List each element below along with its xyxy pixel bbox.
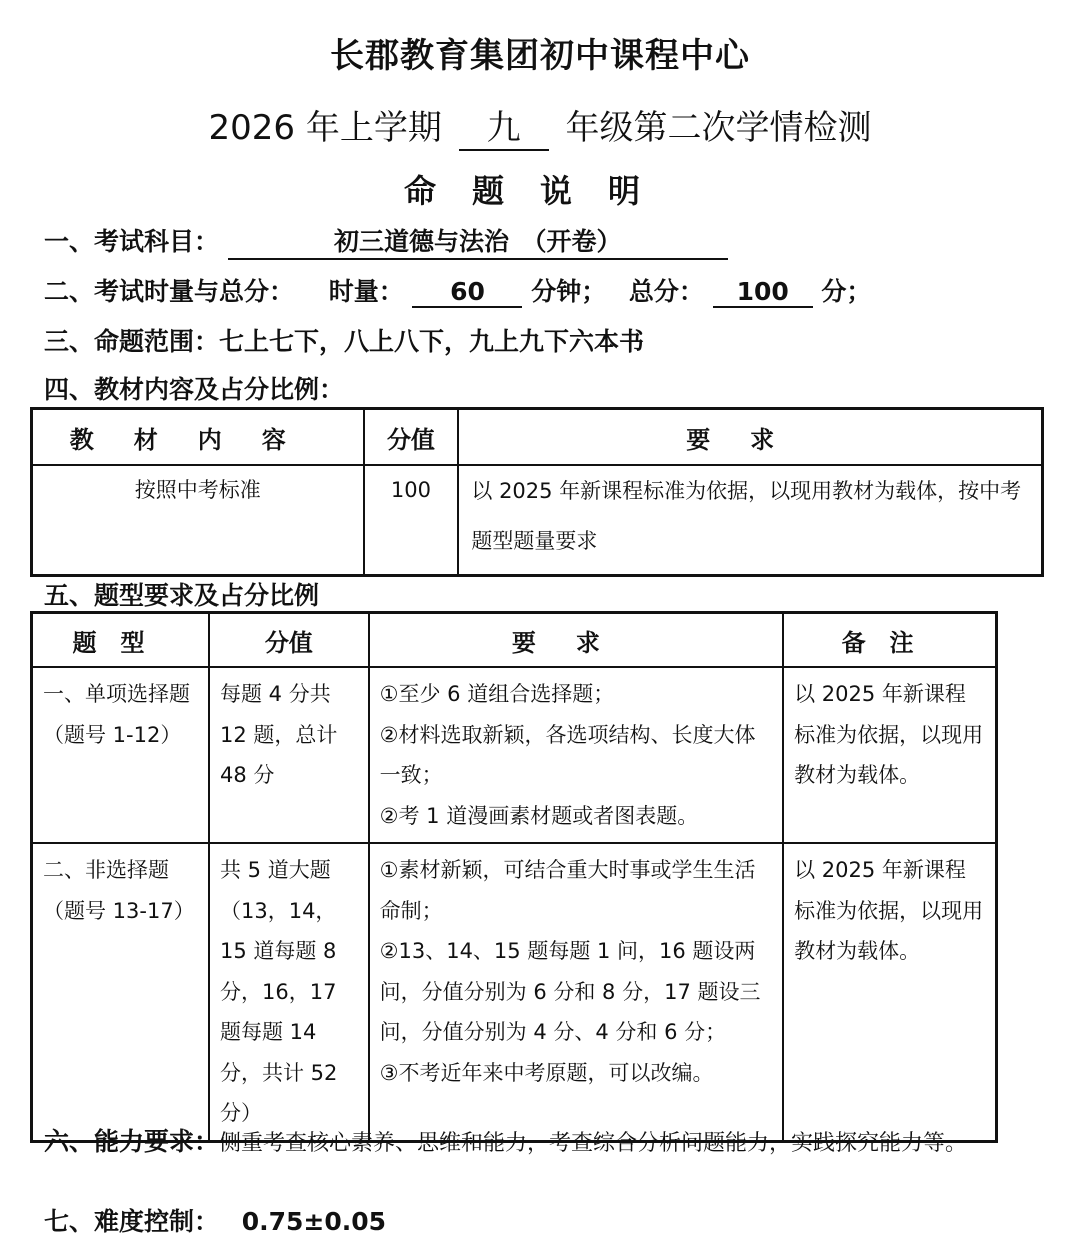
table-header-row (32, 613, 997, 668)
section-scope: 三、命题范围：七上七下，八上八下，九上九下六本书 (44, 327, 645, 356)
requirement-item: ②13、14、15 题每题 1 问，16 题设两问，分值分别为 6 分和 8 分，17 题设三问，分值分别为 4 分、4 分和 6 分； (379, 939, 761, 1044)
header-requirement: 要求 (458, 409, 1042, 466)
time-value: 60 (412, 277, 522, 308)
difficulty-label: 七、难度控制： (44, 1207, 220, 1236)
requirement-item: ①素材新颖，可结合重大时事或学生生活命制； (379, 858, 756, 923)
exam-title-suffix: 年级第二次学情检测 (565, 108, 872, 148)
section-question-types: 五、题型要求及占分比例 (44, 581, 320, 610)
ability-text: 侧重考查核心素养、思维和能力，考查综合分析问题能力，实践探究能力等。 (219, 1131, 968, 1156)
question-type-table (30, 611, 998, 1143)
cell-note: 以 2025 年新课程标准为依据，以现用教材为载体。 (783, 843, 996, 1141)
subject-value: 初三道德与法治 （开卷） (228, 222, 728, 260)
cell-requirements (369, 667, 783, 843)
section-subject (44, 222, 728, 260)
requirement-item: ①至少 6 道组合选择题； (379, 682, 615, 706)
cell-requirements (369, 843, 783, 1141)
cell-type: 一、单项选择题（题号 1-12） (32, 667, 209, 843)
table-row (32, 465, 1043, 576)
table-row (32, 667, 997, 843)
requirement-item: ②考 1 道漫画素材题或者图表题。 (379, 803, 699, 828)
ability-label: 六、能力要求： (44, 1127, 220, 1156)
header-type: 题型 (32, 613, 209, 668)
section-ability (44, 1122, 1004, 1164)
cell-requirement: 以 2025 年新课程标准为依据，以现用教材为载体，按中考题型题量要求 (458, 465, 1042, 576)
header-score: 分值 (364, 409, 459, 466)
score-value: 100 (713, 277, 813, 308)
table-row (32, 843, 997, 1141)
time-score-label: 二、考试时量与总分： (44, 277, 295, 306)
exam-grade: 九 (459, 100, 549, 151)
requirement-item: ③不考近年来中考原题，可以改编。 (379, 1060, 714, 1085)
table-header-row (32, 409, 1043, 466)
exam-title (0, 100, 1080, 151)
section-content-ratio: 四、教材内容及占分比例： (44, 375, 345, 404)
header-score: 分值 (209, 613, 369, 668)
doc-title: 命题说明 (403, 172, 676, 210)
header-content: 教材内容 (32, 409, 364, 466)
section-time-score (44, 272, 871, 308)
cell-score: 共 5 道大题（13，14，15 道每题 8 分，16，17 题每题 14 分，共计 52 分） (209, 843, 369, 1141)
time-label: 时量： (328, 277, 404, 306)
org-title: 长郡教育集团初中课程中心 (330, 36, 750, 76)
score-label: 总分： (628, 277, 704, 306)
requirement-item: ②材料选取新颖，各选项结构、长度大体一致； (379, 722, 756, 787)
time-unit: 分钟； (531, 277, 607, 306)
cell-score: 100 (364, 465, 459, 576)
section-difficulty (44, 1202, 386, 1238)
cell-note: 以 2025 年新课程标准为依据，以现用教材为载体。 (783, 667, 996, 843)
difficulty-value: 0.75±0.05 (241, 1207, 387, 1236)
content-ratio-table (30, 407, 1044, 577)
exam-title-prefix: 2026 年上学期 (208, 108, 442, 148)
cell-content: 按照中考标准 (32, 465, 364, 576)
score-unit: 分； (821, 277, 872, 306)
subject-label: 一、考试科目： (44, 227, 220, 256)
cell-type: 二、非选择题（题号 13-17） (32, 843, 209, 1141)
cell-score: 每题 4 分共 12 题，总计 48 分 (209, 667, 369, 843)
header-requirement: 要求 (369, 613, 783, 668)
header-note: 备注 (783, 613, 996, 668)
